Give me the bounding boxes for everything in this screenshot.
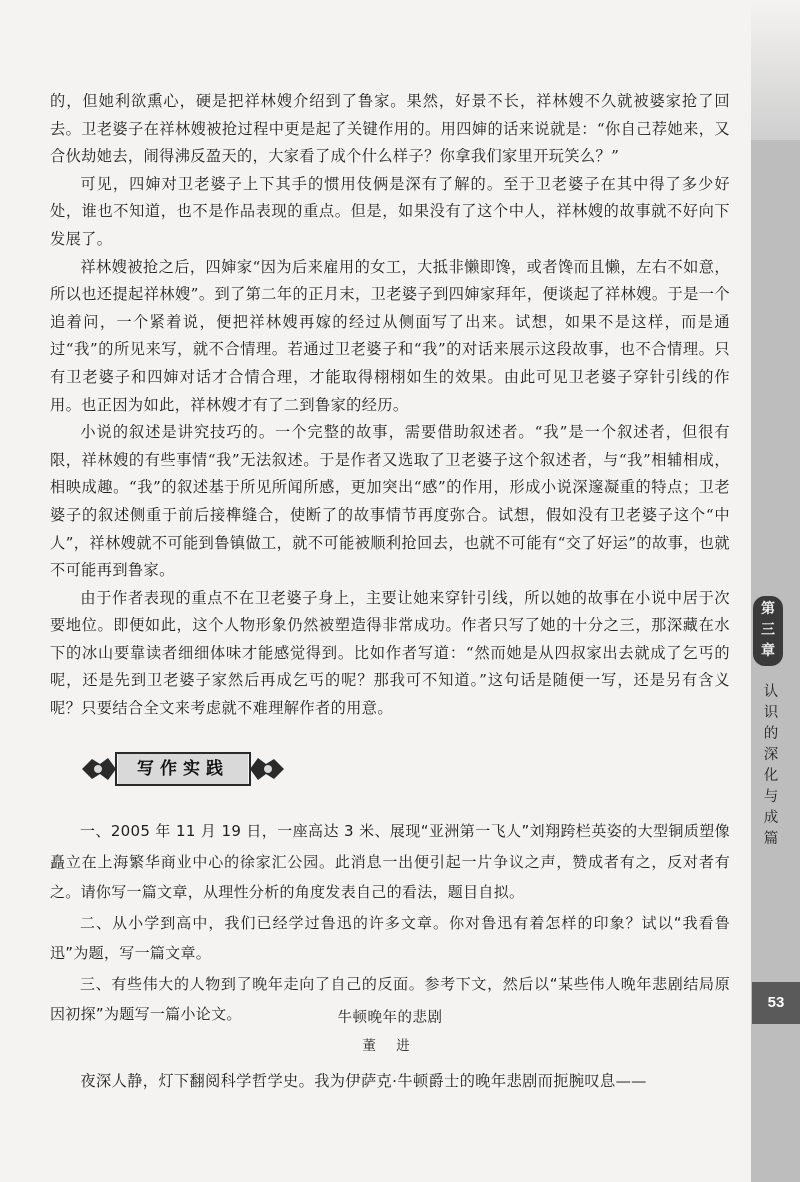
page-number: 53: [752, 982, 800, 1024]
title-char: 成: [763, 810, 779, 826]
chapter-badge: [753, 596, 783, 666]
title-char: 的: [763, 726, 779, 742]
title-char: 识: [763, 705, 779, 721]
chapter-char: 三: [761, 622, 775, 638]
title-char: 认: [763, 684, 779, 700]
practice-item-1: 一、2005 年 11 月 19 日，一座高达 3 米、展现“亚洲第一飞人”刘翔跨栏英姿的大型铜质塑像矗立在上海繁华商业中心的徐家汇公园。此消息一出便引起一片争议之声，赞成者有之，反对者有之。请你写一篇文章，从理性分析的角度发表自己的看法，题目自拟。: [50, 822, 730, 901]
paragraph-1: 的，但她利欲熏心，硬是把祥林嫂介绍到了鲁家。果然，好景不长，祥林嫂不久就被婆家抢了回去。卫老婆子在祥林嫂被抢过程中更是起了关键作用的。用四婶的话来说就是：“你自己荐她来，又合伙劫她去，闹得沸反盈天的，大家看了成个什么样子？你拿我们家里开玩笑么？”: [50, 92, 730, 166]
chapter-char: 第: [761, 601, 775, 617]
paragraph-3: 祥林嫂被抢之后，四婶家“因为后来雇用的女工，大抵非懒即馋，或者馋而且懒，左右不如意，所以也还提起祥林嫂”。到了第二年的正月末，卫老婆子到四婶家拜年，便谈起了祥林嫂。于是一个追着问，一个紧着说，便把祥林嫂再嫁的经过从侧面写了出来。试想，如果不是这样，而是通过“我”的所见来写，就不合情理。若通过卫老婆子和“我”的对话来展示这段故事，也不合情理。只有卫老婆子和四婶对话才合情合理，才能取得栩栩如生的效果。由此可见卫老婆子穿针引线的作用。也正因为如此，祥林嫂才有了二到鲁家的经历。: [50, 257, 730, 414]
chapter-char: 章: [761, 643, 775, 659]
article-title: 牛顿晚年的悲剧: [337, 1010, 443, 1026]
article-author: 董 进: [362, 1038, 418, 1054]
paragraph-4: 小说的叙述是讲究技巧的。一个完整的故事，需要借助叙述者。“我”是一个叙述者，但很有限，祥林嫂的有些事情“我”无法叙述。于是作者又选取了卫老婆子这个叙述者，与“我”相辅相成，相映成趣。“我”的叙述基于所见所闻所感，更加突出“感”的作用，形成小说深邃凝重的特点；卫老婆子的叙述侧重于前后接榫缝合，使断了的故事情节再度弥合。试想，假如没有卫老婆子这个“中人”，祥林嫂就不可能到鲁镇做工，就不可能被顺利抢回去，也就不可能有“交了好运”的故事，也就不可能再到鲁家。: [50, 423, 730, 580]
article-body: [50, 1068, 730, 1096]
title-char: 与: [763, 789, 779, 805]
main-text: [50, 88, 730, 723]
paragraph-5: 由于作者表现的重点不在卫老婆子身上，主要让她来穿针引线，所以她的故事在小说中居于次要地位。即便如此，这个人物形象仍然被塑造得非常成功。作者只写了她的十分之三，那深藏在水下的冰山要靠读者细细体味才能感觉得到。比如作者写道：“然而她是从四叔家出去就成了乞丐的呢，还是先到卫老婆子家然后再成乞丐的呢？那我可不知道。”这句话是随便一写，还是另有含义呢？只要结合全文来考虑就不难理解作者的用意。: [50, 588, 730, 718]
title-char: 深: [763, 747, 779, 763]
section-banner: [78, 752, 288, 786]
chapter-title-vertical: [760, 682, 782, 850]
practice-list: [50, 816, 730, 1030]
title-char: 篇: [763, 831, 779, 847]
practice-item-3: 三、有些伟大的人物到了晚年走向了自己的反面。参考下文，然后以“某些伟人晚年悲剧结局原因初探”为题写一篇小论文。: [50, 974, 730, 1023]
article-first-line: 夜深人静，灯下翻阅科学哲学史。我为伊萨克·牛顿爵士的晚年悲剧而扼腕叹息——: [80, 1072, 647, 1090]
practice-item-2: 二、从小学到高中，我们已经学过鲁迅的许多文章。你对鲁迅有着怎样的印象？试以“我看鲁迅”为题，写一篇文章。: [50, 913, 730, 962]
paragraph-2: 可见，四婶对卫老婆子上下其手的惯用伎俩是深有了解的。至于卫老婆子在其中得了多少好处，谁也不知道，也不是作品表现的重点。但是，如果没有了这个中人，祥林嫂的故事就不好向下发展了。: [50, 174, 730, 248]
sidebar-gradient: [751, 0, 800, 140]
section-title: 写作实践: [118, 754, 248, 784]
title-char: 化: [763, 768, 779, 784]
